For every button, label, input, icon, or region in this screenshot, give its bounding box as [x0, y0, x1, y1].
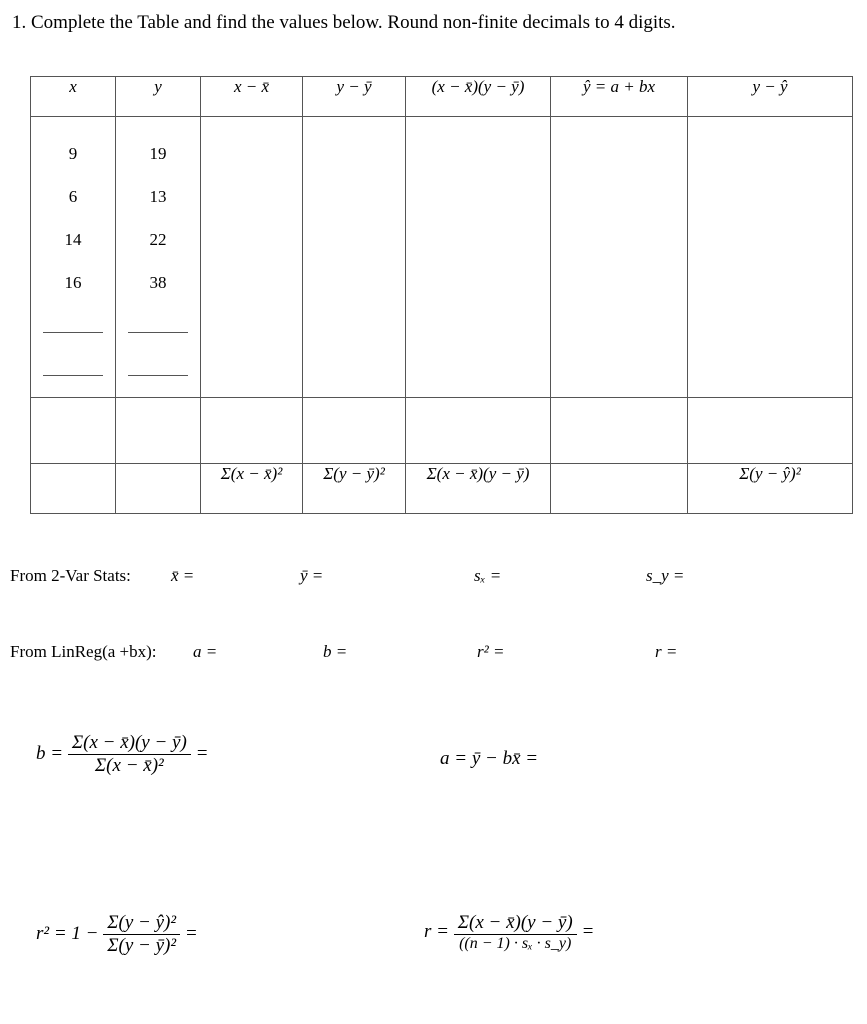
- r2-denominator: Σ(y − ȳ)²: [107, 935, 177, 956]
- sum-x-dev-sq: Σ(x − x̄)²: [201, 464, 303, 514]
- r2-field[interactable]: r² =: [477, 642, 505, 661]
- r2-formula: [36, 912, 198, 957]
- header-yhat: ŷ = a + bx: [551, 77, 688, 117]
- blank-cell[interactable]: [551, 398, 688, 464]
- r-field[interactable]: r =: [655, 642, 678, 661]
- b-numerator: Σ(x − x̄)(y − ȳ): [68, 732, 191, 755]
- blank-line[interactable]: [43, 375, 103, 376]
- r-formula: [424, 912, 594, 953]
- header-y: y: [116, 77, 201, 117]
- header-x-dev: x − x̄: [201, 77, 303, 117]
- instructions: 1. Complete the Table and find the values below. Round non-finite decimals to 4 digits.: [12, 12, 676, 33]
- xbar-field[interactable]: x̄ =: [171, 566, 195, 585]
- y-column: [116, 117, 201, 398]
- r-numerator: Σ(x − x̄)(y − ȳ): [454, 912, 577, 935]
- header-product: (x − x̄)(y − ȳ): [406, 77, 551, 117]
- sum-y-dev-sq: Σ(y − ȳ)²: [303, 464, 406, 514]
- y-dev-cell[interactable]: [303, 117, 406, 398]
- linreg-label: From LinReg(a +bx):: [10, 642, 157, 661]
- regression-table: [30, 76, 853, 514]
- sum-cell: [116, 464, 201, 514]
- r-equals[interactable]: =: [581, 920, 595, 942]
- a-formula[interactable]: a = ȳ − bx̄ =: [440, 748, 539, 769]
- r2-formula-lhs: r² = 1 −: [36, 922, 99, 944]
- a-field[interactable]: a =: [193, 642, 218, 661]
- blank-cell[interactable]: [201, 398, 303, 464]
- blank-line[interactable]: [128, 332, 188, 333]
- x-value: 9: [68, 144, 78, 163]
- r2-fraction: [103, 912, 180, 957]
- x-value: 6: [68, 187, 78, 206]
- blank-cell[interactable]: [406, 398, 551, 464]
- yhat-cell[interactable]: [551, 117, 688, 398]
- table-data-row: [31, 117, 853, 398]
- r2-numerator: Σ(y − ŷ)²: [103, 912, 180, 935]
- stats-label: From 2-Var Stats:: [10, 566, 131, 585]
- y-value: 22: [149, 230, 167, 249]
- ybar-field[interactable]: ȳ =: [300, 566, 324, 585]
- x-value: 16: [64, 273, 82, 292]
- r-denominator: ((n − 1) · sₓ · s_y): [459, 935, 572, 952]
- sx-field[interactable]: sₓ =: [474, 566, 502, 585]
- sum-cell: [31, 464, 116, 514]
- r-fraction: [454, 912, 577, 953]
- x-value: 14: [64, 230, 82, 249]
- b-field[interactable]: b =: [323, 642, 348, 661]
- y-value: 13: [149, 187, 167, 206]
- y-value: 38: [149, 273, 167, 292]
- table-blank-row: [31, 398, 853, 464]
- residual-cell[interactable]: [688, 117, 853, 398]
- blank-cell[interactable]: [688, 398, 853, 464]
- b-denominator: Σ(x − x̄)²: [94, 755, 164, 776]
- header-x: x: [31, 77, 116, 117]
- table-header-row: [31, 77, 853, 117]
- blank-cell[interactable]: [116, 398, 201, 464]
- x-dev-cell[interactable]: [201, 117, 303, 398]
- r-formula-lhs: r =: [424, 920, 449, 942]
- sum-cell: [551, 464, 688, 514]
- blank-cell[interactable]: [31, 398, 116, 464]
- blank-cell[interactable]: [303, 398, 406, 464]
- product-cell[interactable]: [406, 117, 551, 398]
- r2-equals[interactable]: =: [184, 922, 198, 944]
- header-residual: y − ŷ: [688, 77, 853, 117]
- header-y-dev: y − ȳ: [303, 77, 406, 117]
- blank-line[interactable]: [128, 375, 188, 376]
- b-formula-lhs: b =: [36, 742, 64, 764]
- b-fraction: [68, 732, 191, 777]
- b-formula: [36, 732, 208, 777]
- b-equals[interactable]: =: [195, 742, 209, 764]
- y-value: 19: [149, 144, 167, 163]
- table-sum-row: [31, 464, 853, 514]
- sum-product: Σ(x − x̄)(y − ȳ): [406, 464, 551, 514]
- blank-line[interactable]: [43, 332, 103, 333]
- sy-field[interactable]: s_y =: [646, 566, 685, 585]
- sum-residual-sq: Σ(y − ŷ)²: [688, 464, 853, 514]
- x-column: [31, 117, 116, 398]
